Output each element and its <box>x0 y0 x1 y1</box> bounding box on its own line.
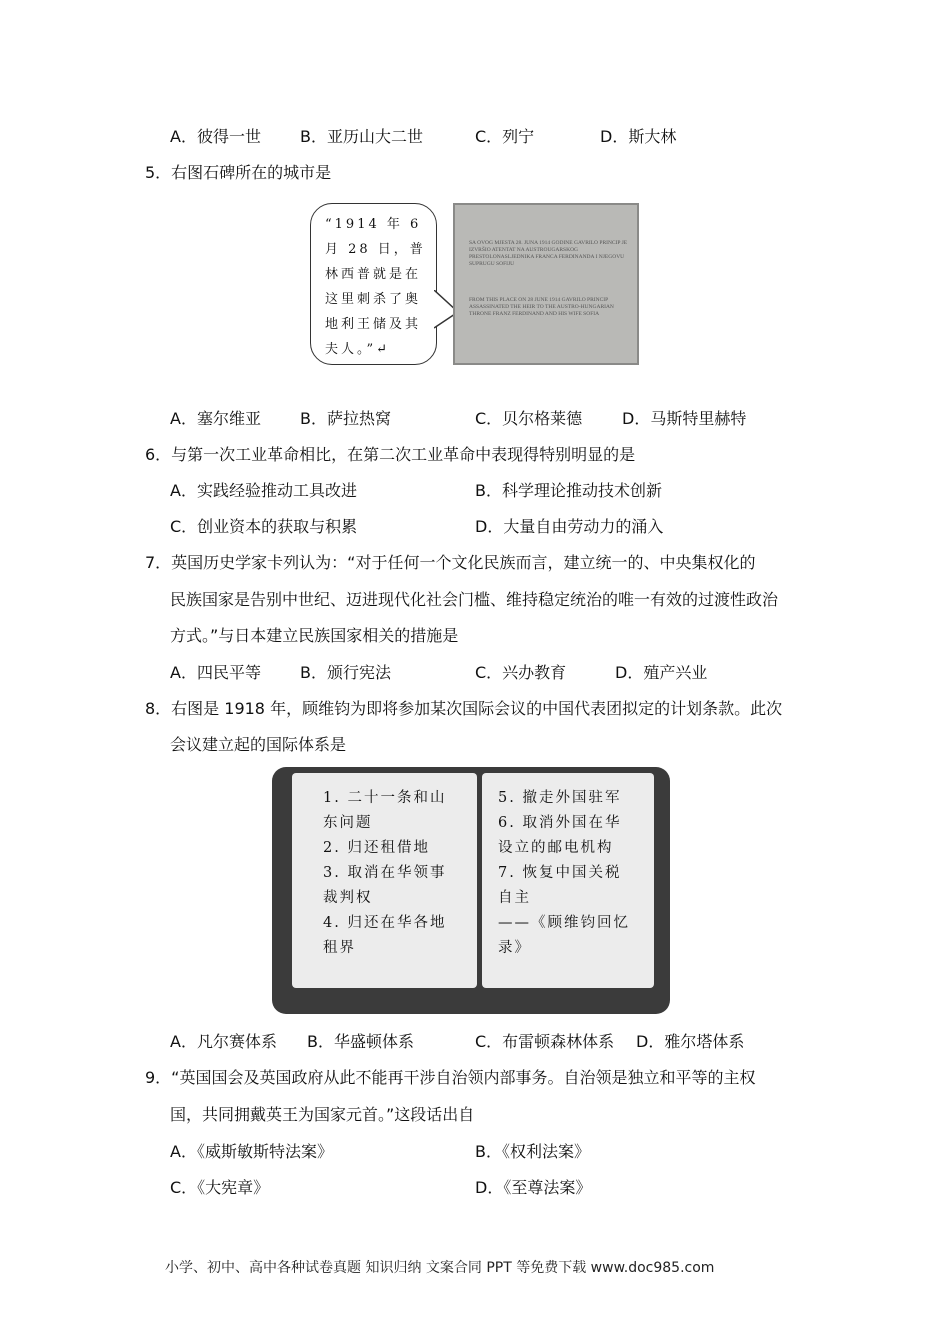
q5-stem: 5．右图石碑所在的城市是 <box>145 163 332 182</box>
q7-option-d: D．殖产兴业 <box>615 663 708 682</box>
q5-option-d: D．马斯特里赫特 <box>622 409 747 428</box>
q9-option-c: C．《大宪章》 <box>170 1178 270 1197</box>
q4-option-d: D．斯大林 <box>600 127 677 146</box>
q9-option-a: A．《威斯敏斯特法案》 <box>170 1142 333 1161</box>
q6-option-d: D．大量自由劳动力的涌入 <box>475 517 664 536</box>
q8-option-b: B．华盛顿体系 <box>307 1032 414 1051</box>
stone-text-bottom: FROM THIS PLACE ON 28 JUNE 1914 GAVRILO PRINCIP ASSASSINATED THE HEIR TO THE AUSTRO-HUNGARIAN THRONE FRANZ FERDINAND AND HIS WIFE SOFIA <box>469 297 614 317</box>
q4-option-c: C．列宁 <box>475 127 535 146</box>
q5-option-b: B．萨拉热窝 <box>300 409 391 428</box>
q4-option-b: B．亚历山大二世 <box>300 127 423 146</box>
q6-option-a: A．实践经验推动工具改进 <box>170 481 357 500</box>
q8-line-1: 8．右图是 1918 年，顾维钧为即将参加某次国际会议的中国代表团拟定的计划条款。此次 <box>145 699 783 718</box>
q5-option-c: C．贝尔格莱德 <box>475 409 583 428</box>
q8-line-2: 会议建立起的国际体系是 <box>170 735 347 754</box>
q8-option-c: C．布雷顿森林体系 <box>475 1032 615 1051</box>
q9-option-d: D．《至尊法案》 <box>475 1178 592 1197</box>
q6-option-c: C．创业资本的获取与积累 <box>170 517 358 536</box>
stone-tablet-image <box>453 203 639 365</box>
q7-option-a: A．四民平等 <box>170 663 261 682</box>
q7-line-2: 民族国家是告别中世纪、迈进现代化社会门槛、维持稳定统治的唯一有效的过渡性政治 <box>170 590 779 609</box>
q9-line-2: 国，共同拥戴英王为国家元首。”这段话出自 <box>170 1105 475 1124</box>
q6-stem: 6．与第一次工业革命相比，在第二次工业革命中表现得特别明显的是 <box>145 445 636 464</box>
q4-option-a: A．彼得一世 <box>170 127 261 146</box>
stone-text-top: SA OVOG MJESTA 28. JUNA 1914 GODINE GAVRILO PRINCIP JE IZVRŠIO ATENTAT NA AUSTROUGARSKOG PRESTOLONASLJEDNIKA FRANCA FERDINANDA I NJEGOVU SUPRUGU SOFIJU <box>469 240 628 267</box>
q5-option-a: A．塞尔维亚 <box>170 409 261 428</box>
q9-option-b: B．《权利法案》 <box>475 1142 590 1161</box>
q9-line-1: 9．“英国国会及英国政府从此不能再干涉自治领内部事务。自治领是独立和平等的主权 <box>145 1068 756 1087</box>
q8-option-a: A．凡尔赛体系 <box>170 1032 277 1051</box>
q7-option-c: C．兴办教育 <box>475 663 567 682</box>
q7-line-1: 7．英国历史学家卡列认为：“对于任何一个文化民族而言，建立统一的、中央集权化的 <box>145 553 756 572</box>
footer-text: 小学、初中、高中各种试卷真题 知识归纳 文案合同 PPT 等免费下载 www.doc985.com <box>165 1260 715 1276</box>
book-right-text: 5. 撤走外国驻军 6. 取消外国在华 设立的邮电机构 7. 恢复中国关税 自主 ——《顾维钧回忆 录》 <box>498 790 630 956</box>
q8-option-d: D．雅尔塔体系 <box>636 1032 745 1051</box>
q6-option-b: B．科学理论推动技术创新 <box>475 481 662 500</box>
q7-option-b: B．颁行宪法 <box>300 663 391 682</box>
book-left-text: 1. 二十一条和山 东问题 2. 归还租借地 3. 取消在华领事 裁判权 4. 归还在华各地 租界 <box>323 790 447 956</box>
bubble-text: “1914 年 6 月 28 日，普林西普就是在这里刺杀了奥地利王储及其夫人。”↵ <box>325 217 429 357</box>
q7-line-3: 方式。”与日本建立民族国家相关的措施是 <box>170 626 459 645</box>
